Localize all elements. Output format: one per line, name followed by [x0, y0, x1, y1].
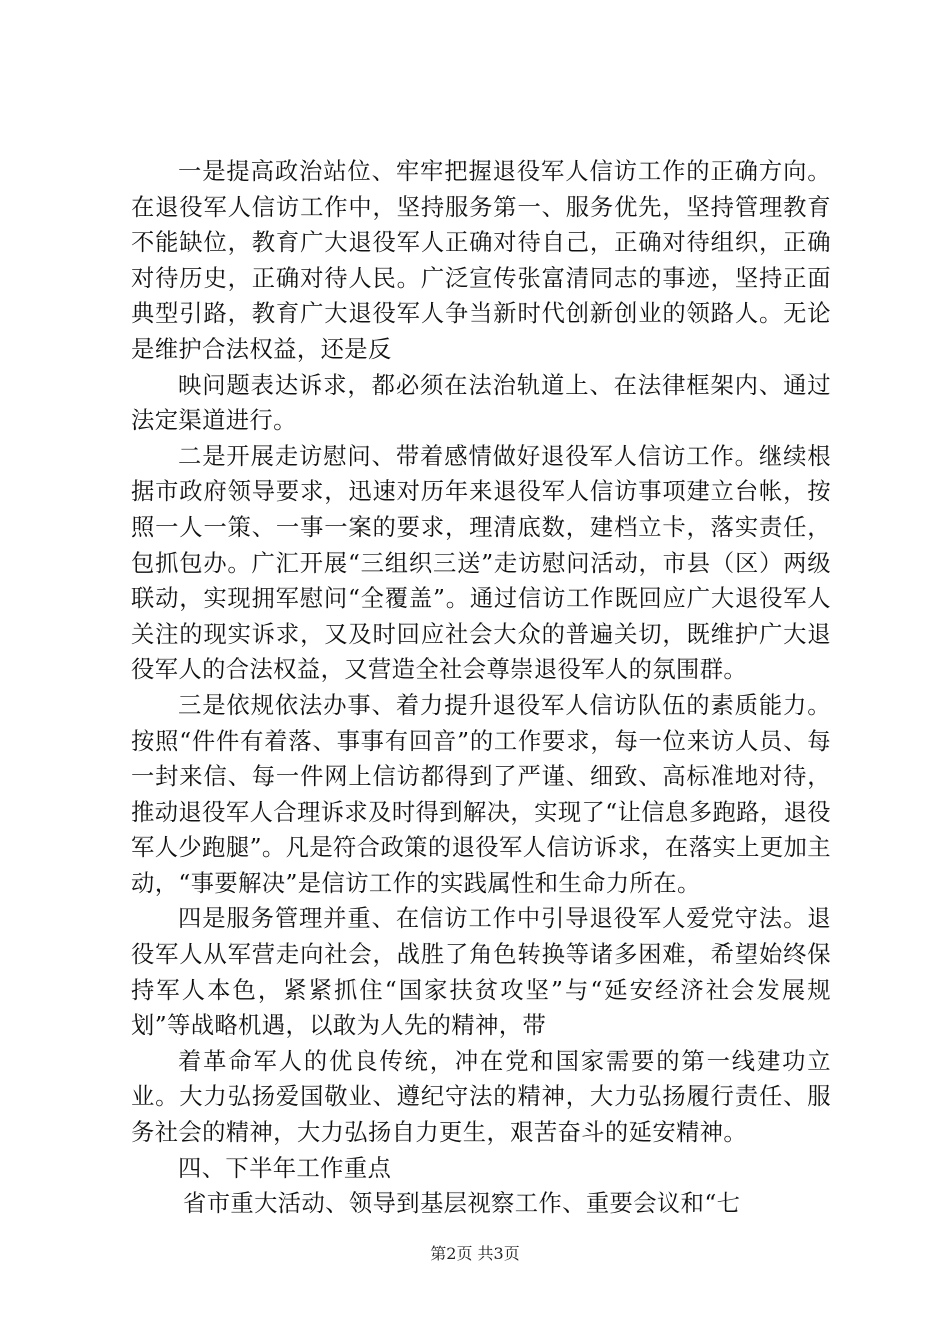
section-heading: 四、下半年工作重点: [178, 1154, 392, 1182]
paragraph-3: 二是开展走访慰问、带着感情做好退役军人信访工作。继续根据市政府领导要求，迅速对历年来退役军人信访事项建立台帐，按照一人一策、一事一案的要求，理清底数，建档立卡，落实责任，包抓包办。广汇开展“三组织三送”走访慰问活动，市县（区）两级联动，实现拥军慰问“全覆盖”。通过信访工作既回应广大退役军人关注的现实诉求，又及时回应社会大众的普遍关切，既维护广大退役军人的合法权益，又营造全社会尊崇退役军人的氛围群。: [131, 442, 831, 684]
paragraph-4: 三是依规依法办事、着力提升退役军人信访队伍的素质能力。按照“件件有着落、事事有回音”的工作要求，每一位来访人员、每一封来信、每一件网上信访都得到了严谨、细致、高标准地对待，推动退役军人合理诉求及时得到解决，实现了“让信息多跑路，退役军人少跑腿”。凡是符合政策的退役军人信访诉求，在落实上更加主动，“事要解决”是信访工作的实践属性和生命力所在。: [131, 691, 831, 897]
paragraph-8: 省市重大活动、领导到基层视察工作、重要会议和“七: [183, 1190, 741, 1218]
paragraph-6: 着革命军人的优良传统，冲在党和国家需要的第一线建功立业。大力弘扬爱国敬业、遵纪守法的精神，大力弘扬履行责任、服务社会的精神，大力弘扬自力更生，艰苦奋斗的延安精神。: [131, 1047, 831, 1147]
paragraph-2: 映问题表达诉求，都必须在法治轨道上、在法律框架内、通过法定渠道进行。: [131, 371, 831, 435]
document-body: [131, 154, 831, 1222]
paragraph-5: 四是服务管理并重、在信访工作中引导退役军人爱党守法。退役军人从军营走向社会，战胜了角色转换等诸多困难，希望始终保持军人本色，紧紧抓住“国家扶贫攻坚”与“延安经济社会发展规划”等战略机遇，以敢为人先的精神，带: [131, 905, 831, 1040]
page-footer: 第2页 共3页: [430, 1244, 520, 1263]
paragraph-1: 一是提高政治站位、牢牢把握退役军人信访工作的正确方向。在退役军人信访工作中，坚持服务第一、服务优先，坚持管理教育不能缺位，教育广大退役军人正确对待自己，正确对待组织，正确对待历史，正确对待人民。广泛宣传张富清同志的事迹，坚持正面典型引路，教育广大退役军人争当新时代创新创业的领路人。无论是维护合法权益，还是反: [131, 158, 831, 363]
